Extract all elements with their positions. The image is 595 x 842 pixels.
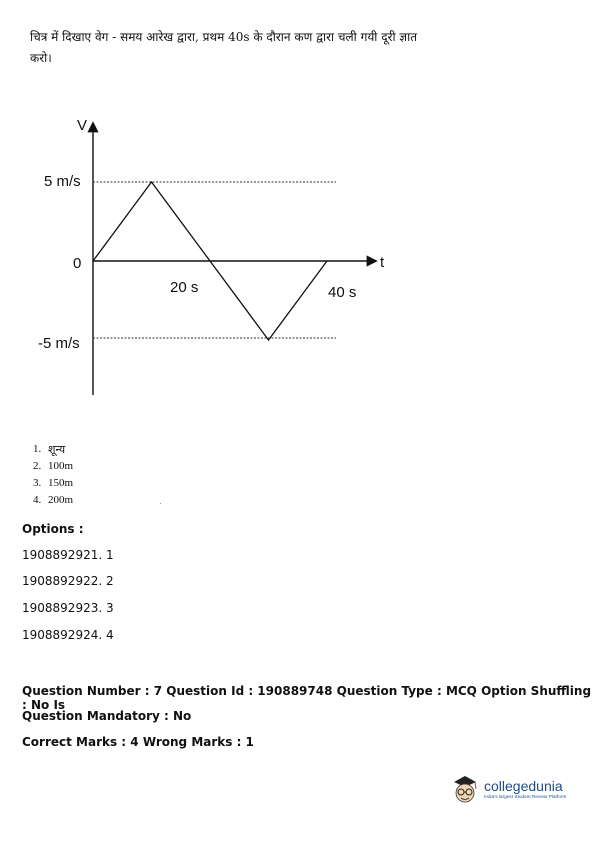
x-axis-label: t <box>380 254 385 271</box>
question-text <box>30 27 460 69</box>
x-tick-label-40: 40 s <box>328 284 357 301</box>
logo-tagline: India's largest Student Review Platform <box>484 794 567 799</box>
answer-option-2 <box>33 458 73 475</box>
answer-number: 1. <box>33 443 42 455</box>
answer-text: 100m <box>48 460 74 472</box>
options-heading: Options : <box>22 522 84 536</box>
collegedunia-logo <box>450 772 566 806</box>
question-meta-line-1: Question Number : 7 Question Id : 190889748 Question Type : MCQ Option Shuffling : No Is <box>22 684 592 712</box>
option-id-4: 1908892924. 4 <box>22 628 114 642</box>
velocity-time-graph <box>30 110 430 410</box>
option-id-2: 1908892922. 2 <box>22 574 114 588</box>
y-tick-label-top: 5 m/s <box>44 173 81 190</box>
x-tick-label-20: 20 s <box>170 279 199 296</box>
question-line-1: चित्र में दिखाए वेग - समय आरेख द्वारा, प्रथम 40s के दौरान कण द्वारा चली गयी दूरी ज्ञात <box>30 30 418 44</box>
option-id-1: 1908892921. 1 <box>22 548 114 562</box>
question-meta-line-3: Correct Marks : 4 Wrong Marks : 1 <box>22 735 254 749</box>
logo-brand: collegedunia <box>484 778 563 794</box>
answer-text: 150m <box>48 477 74 489</box>
mascot-icon <box>450 772 480 806</box>
stray-dot <box>160 503 161 504</box>
y-tick-label-bottom: -5 m/s <box>38 335 80 352</box>
answer-number: 3. <box>33 477 42 489</box>
answer-option-1 <box>33 441 73 458</box>
answer-option-3 <box>33 475 73 492</box>
answer-number: 2. <box>33 460 42 472</box>
answer-option-4 <box>33 492 73 509</box>
option-id-3: 1908892923. 3 <box>22 601 114 615</box>
y-axis-label: V <box>77 117 88 134</box>
answer-number: 4. <box>33 494 42 506</box>
answer-text: 200m <box>48 494 74 506</box>
question-meta-line-2: Question Mandatory : No <box>22 709 192 723</box>
y-tick-label-zero: 0 <box>73 255 82 272</box>
answer-text: शून्य <box>48 443 66 456</box>
question-line-2: करो। <box>30 51 52 65</box>
answer-options <box>33 441 73 509</box>
